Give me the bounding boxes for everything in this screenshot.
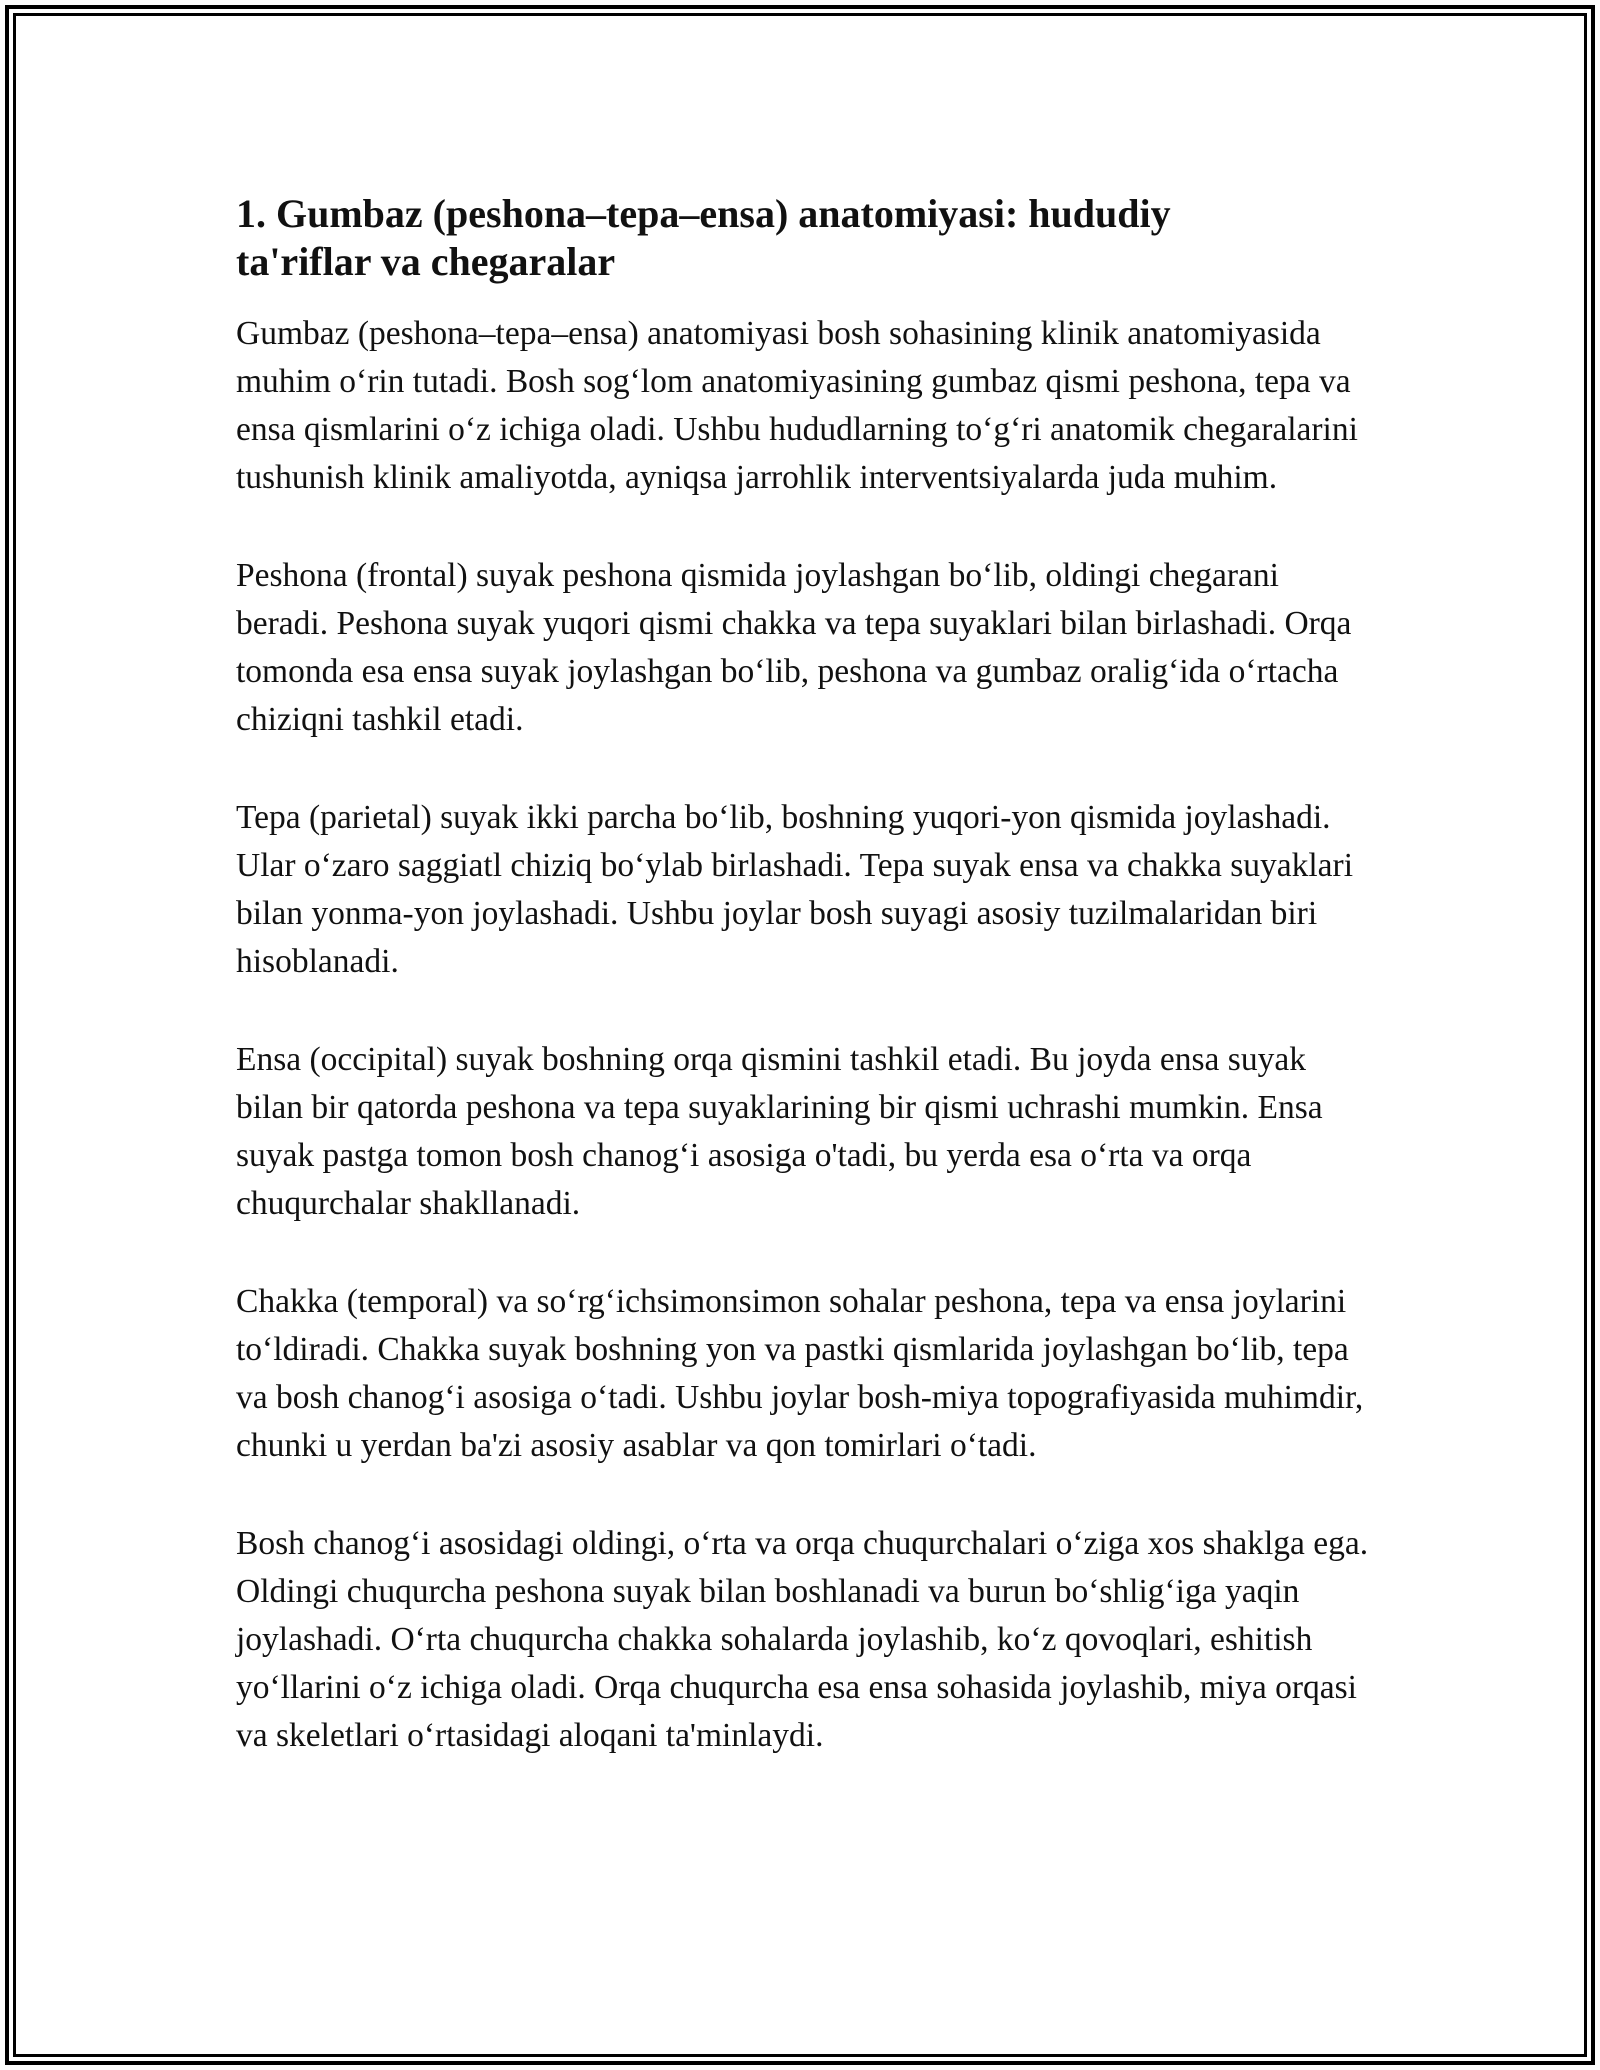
paragraph-occipital-bone: Ensa (occipital) suyak boshning orqa qismini tashkil etadi. Bu joyda ensa suyak bilan bir qatorda peshona va tepa suyaklarining bir qismi uchrashi mumkin. Ensa suyak pastga tomon bosh chanogʻi asosiga o'tadi, bu yerda esa oʻrta va orqa chuqurchalar shakllanadi. <box>236 1041 1323 1222</box>
paragraph-cranial-fossae: Bosh chanogʻi asosidagi oldingi, oʻrta va orqa chuqurchalari oʻziga xos shaklga ega. Oldingi chuqurcha peshona suyak bilan boshlanadi va burun boʻshligʻiga yaqin joylashadi. Oʻrta chuqurcha chakka sohalarda joylashib, koʻz qovoqlari, eshitish yoʻllarini oʻz ichiga oladi. Orqa chuqurcha esa ensa sohasida joylashib, miya orqasi va skeletlari oʻrtasidagi aloqani ta'minlaydi. <box>236 1525 1369 1754</box>
paragraph-intro: Gumbaz (peshona–tepa–ensa) anatomiyasi bosh sohasining klinik anatomiyasida muhim oʻrin tutadi. Bosh sogʻlom anatomiyasining gumbaz qismi peshona, tepa va ensa qismlarini oʻz ichiga oladi. Ushbu hududlarning toʻgʻri anatomik chegaralarini tushunish klinik amaliyotda, ayniqsa jarrohlik interventsiyalarda juda muhim. <box>236 315 1358 496</box>
document-body <box>236 190 1376 1760</box>
paragraph-frontal-bone: Peshona (frontal) suyak peshona qismida joylashgan boʻlib, oldingi chegarani beradi. Peshona suyak yuqori qismi chakka va tepa suyaklari bilan birlashadi. Orqa tomonda esa ensa suyak joylashgan boʻlib, peshona va gumbaz oraligʻida oʻrtacha chiziqni tashkil etadi. <box>236 557 1352 738</box>
section-heading: 1. Gumbaz (peshona–tepa–ensa) anatomiyasi: hududiy ta'riflar va chegaralar <box>236 191 1171 284</box>
paragraph-parietal-bone: Tepa (parietal) suyak ikki parcha boʻlib, boshning yuqori-yon qismida joylashadi. Ular oʻzaro saggiatl chiziq boʻylab birlashadi. Tepa suyak ensa va chakka suyaklari bilan yonma-yon joylashadi. Ushbu joylar bosh suyagi asosiy tuzilmalaridan biri hisoblanadi. <box>236 799 1354 980</box>
paragraph-temporal-region: Chakka (temporal) va soʻrgʻichsimonsimon sohalar peshona, tepa va ensa joylarini toʻldiradi. Chakka suyak boshning yon va pastki qismlarida joylashgan boʻlib, tepa va bosh chanogʻi asosiga oʻtadi. Ushbu joylar bosh-miya topografiyasida muhimdir, chunki u yerdan ba'zi asosiy asablar va qon tomirlari oʻtadi. <box>236 1283 1364 1464</box>
